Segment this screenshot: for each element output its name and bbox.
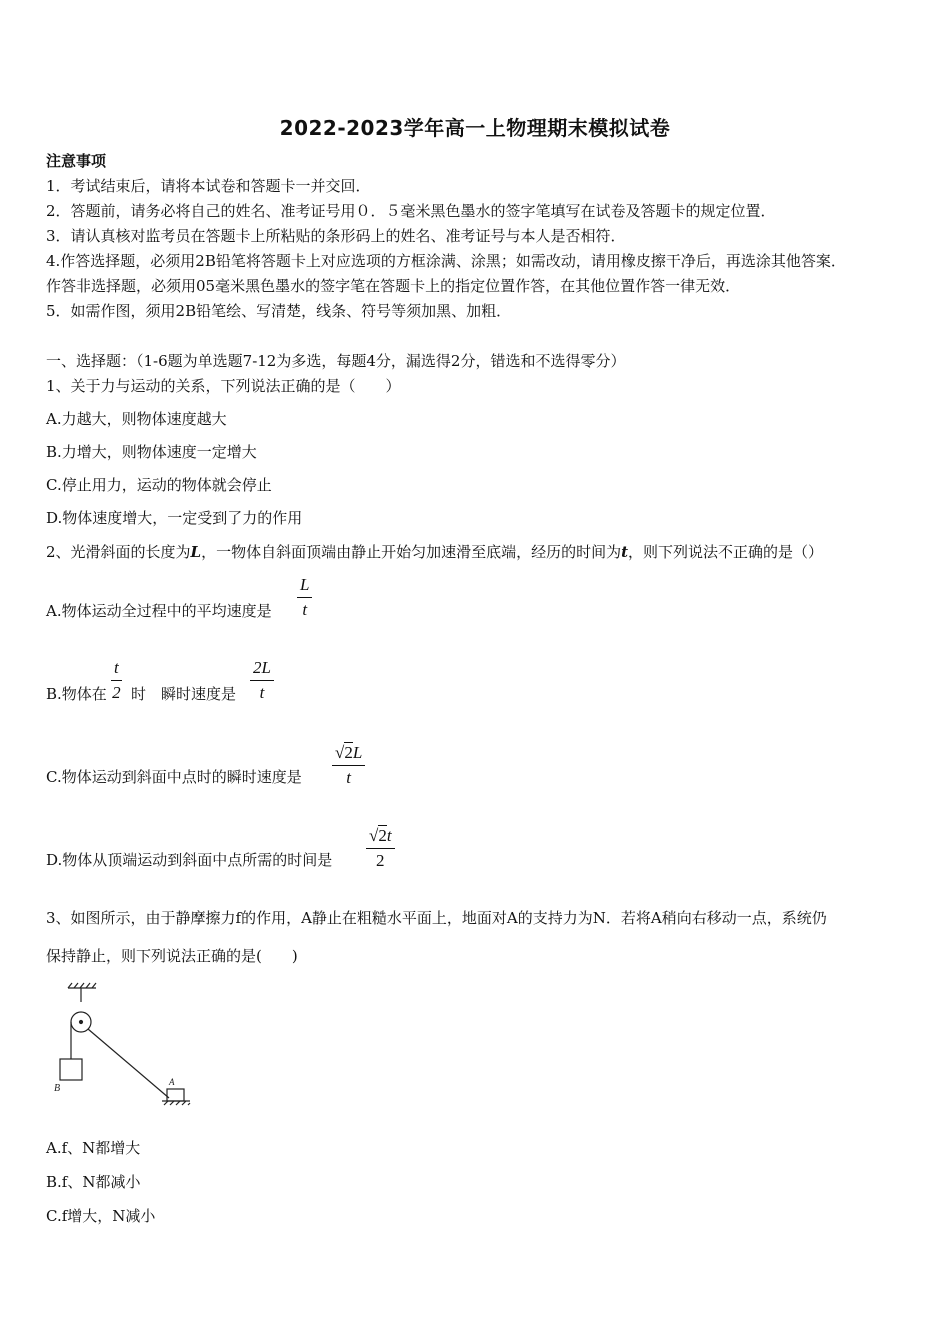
sqrt-sign: √ [369, 826, 379, 845]
notice-item: 3．请认真核对监考员在答题卡上所粘贴的条形码上的姓名、准考证号与本人是否相符． [46, 227, 626, 245]
question-3-stem-line-1: 3、如图所示，由于静摩擦力f的作用，A静止在粗糙水平面上，地面对A的支持力为N．若将A稍向右移动一点，系统仍 [46, 909, 827, 927]
rope-to-a [88, 1029, 169, 1098]
block-a [167, 1089, 184, 1101]
ceiling-hatch [68, 983, 72, 988]
sqrt-radicand: 2 [378, 826, 387, 845]
q2-option-c-text: C.物体运动到斜面中点时的瞬时速度是 [46, 768, 302, 786]
q2-stem-part: ，则下列说法不正确的是（） [628, 543, 824, 561]
q2-option-c-fraction [332, 743, 365, 788]
notice-item: 4.作答选择题，必须用2B铅笔将答题卡上对应选项的方框涂满、涂黑；如需改动，请用橡皮擦干净后，再选涂其他答案． [46, 252, 846, 270]
notice-item: 2．答题前，请务必将自己的姓名、准考证号用０．５毫米黑色墨水的签字笔填写在试卷及答题卡的规定位置． [46, 202, 776, 220]
after-sqrt: t [386, 826, 392, 845]
q2-option-b-fraction-1 [111, 658, 122, 703]
q1-option-a: A.力越大，则物体速度越大 [46, 410, 227, 428]
q2-option-d-fraction [366, 826, 395, 871]
fraction-numerator: L [297, 575, 312, 598]
q2-option-d-text: D.物体从顶端运动到斜面中点所需的时间是 [46, 851, 333, 869]
fraction-numerator [332, 743, 365, 766]
pulley-diagram [50, 978, 200, 1113]
q2-option-a-text: A.物体运动全过程中的平均速度是 [46, 602, 272, 620]
q3-option-c: C.f增大，N减小 [46, 1207, 156, 1225]
after-sqrt: L [352, 743, 363, 762]
ceiling-hatch [74, 983, 78, 988]
label-a: A [169, 1077, 175, 1087]
ceiling-hatch [80, 983, 84, 988]
q2-option-b-text-2: 时 瞬时速度是 [131, 685, 237, 703]
q2-option-b-fraction-2 [250, 658, 274, 703]
pulley-axle [80, 1021, 83, 1024]
q2-option-a-fraction [297, 575, 312, 620]
question-3-stem-line-2: 保持静止，则下列说法正确的是( ) [46, 947, 298, 965]
notice-heading: 注意事项 [46, 152, 107, 170]
ceiling-hatch [92, 983, 96, 988]
sqrt-radicand: 2 [344, 743, 353, 762]
fraction-numerator: t [111, 658, 122, 681]
q1-option-b: B.力增大，则物体速度一定增大 [46, 443, 257, 461]
notice-item: 5．如需作图，须用2B铅笔绘、写清楚，线条、符号等须加黑、加粗． [46, 302, 512, 320]
fraction-denominator: 2 [376, 851, 385, 870]
fraction-denominator: 2 [112, 683, 121, 702]
q1-option-d: D.物体速度增大，一定受到了力的作用 [46, 509, 303, 527]
sqrt-sign: √ [335, 743, 345, 762]
fraction-numerator [366, 826, 395, 849]
q2-option-b-text: B.物体在 [46, 685, 107, 703]
fraction-denominator: t [346, 768, 352, 787]
q3-option-a: A.f、N都增大 [46, 1139, 141, 1157]
notice-item: 1．考试结束后，请将本试卷和答题卡一并交回． [46, 177, 371, 195]
ground-hatch [188, 1103, 190, 1105]
page-title: 2022-2023学年高一上物理期末模拟试卷 [279, 116, 671, 140]
q2-var-L: L [190, 543, 202, 561]
q2-var-t: t [621, 543, 629, 561]
ceiling-hatch [86, 983, 90, 988]
question-1-stem: 1、关于力与运动的关系，下列说法正确的是（ ） [46, 377, 401, 395]
q3-option-b: B.f、N都减小 [46, 1173, 141, 1191]
question-2-stem [46, 542, 823, 562]
fraction-numerator: 2L [250, 658, 274, 681]
q2-stem-part: ，一物体自斜面顶端由静止开始匀加速滑至底端，经历的时间为 [201, 543, 622, 561]
block-b [60, 1059, 82, 1080]
fraction-denominator: t [302, 600, 308, 619]
q2-stem-part: 2、光滑斜面的长度为 [46, 543, 191, 561]
q1-option-c: C.停止用力，运动的物体就会停止 [46, 476, 272, 494]
label-b: B [54, 1083, 61, 1094]
notice-item: 作答非选择题，必须用05毫米黑色墨水的签字笔在答题卡上的指定位置作答，在其他位置作答一律无效． [46, 277, 741, 295]
fraction-denominator: t [259, 683, 265, 702]
section-heading: 一、选择题：（1-6题为单选题7-12为多选，每题4分，漏选得2分，错选和不选得零分） [46, 352, 626, 370]
